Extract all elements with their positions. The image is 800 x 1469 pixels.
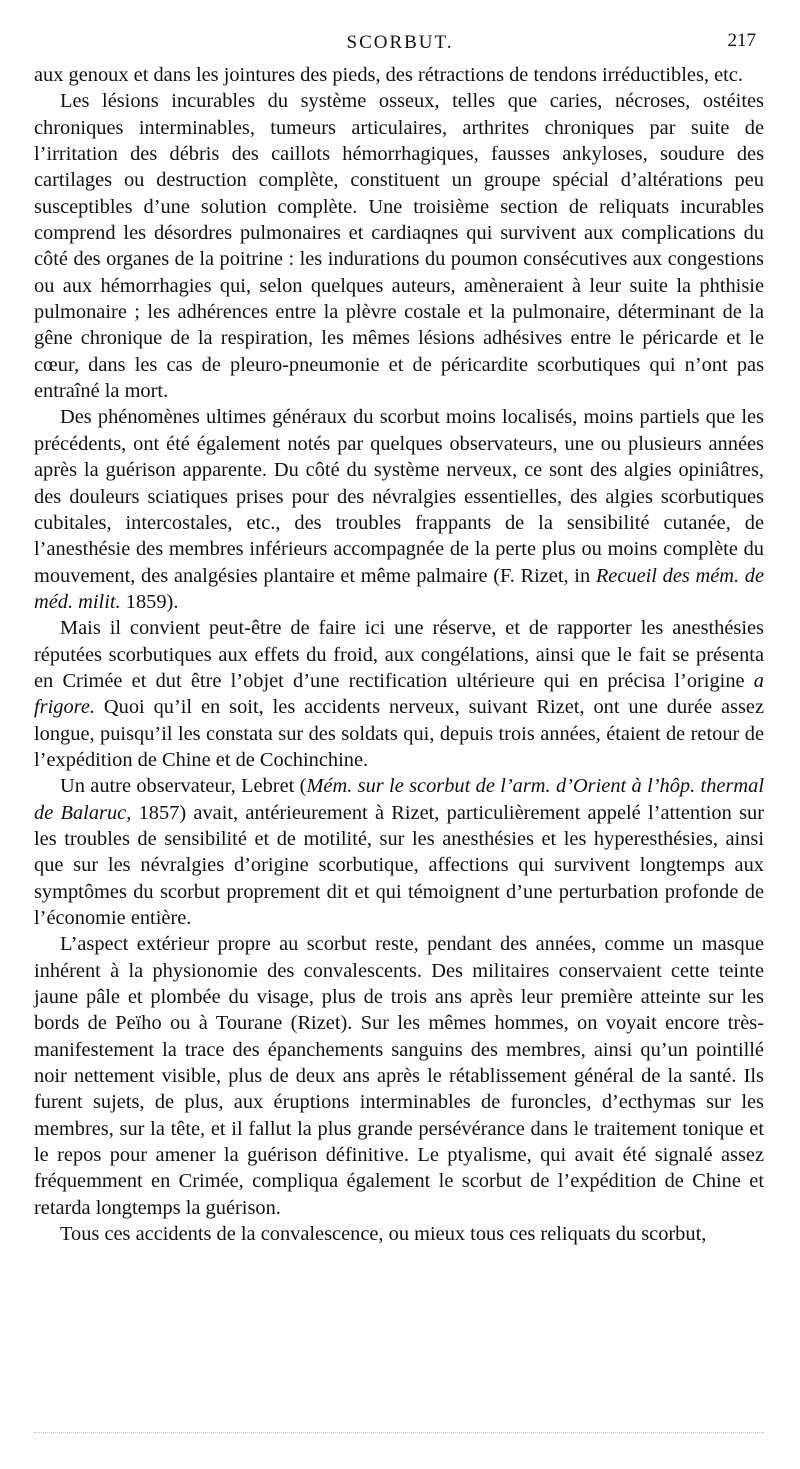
text-run: 1857) avait, antérieurement à Rizet, particulièrement appelé l’attention sur les troubles de sensibilité et de motilité, sur les anesthésies et les hyperesthésies, ainsi que sur les névralgies d’origine scorbutique, affections qui survivent longtemps aux symptômes du scorbut proprement dit et qui témoignent d’une perturbation profonde de l’économie entière. (34, 801, 764, 929)
paragraph-general-phenomena (34, 404, 764, 615)
paragraph-continuation (34, 62, 764, 88)
paragraph-cold-anesthesia (34, 615, 764, 773)
running-head (0, 28, 800, 58)
footer-dotted-rule (34, 1432, 764, 1433)
body-text (34, 62, 764, 1247)
running-title: SCORBUT. (346, 32, 454, 53)
italic-citation: Recueil des mém. de méd. milit. (34, 564, 764, 613)
text-run: Un autre observateur, Lebret ( (60, 775, 307, 798)
paragraph-lebret-observations (34, 773, 764, 931)
text-run: Mais il convient peut-être de faire ici une réserve, et de rapporter les anesthésies réputées scorbutiques aux effets du froid, aux congélations, ainsi que le fait se présenta en Crimée et dut être l’objet d’une rectification ultérieure qui en précisa l’origine (34, 617, 764, 692)
text-run: Les lésions incurables du système osseux, telles que caries, nécroses, ostéites chroniques interminables, tumeurs articulaires, arthrites chroniques par suite de l’irritation des débris des caillots hémorrhagiques, fausses ankyloses, soudure des cartilages ou destruction complète, constituent un groupe spécial d’altérations peu susceptibles d’une solution complète. Une troisième section de reliquats incurables comprend les désordres pulmonaires et cardiaqnes qui survivent aux complications du côté des organes de la poitrine : les indurations du poumon consécutives aux congestions ou aux hémorrhagies qui, selon quelques auteurs, amèneraient à leur suite la phthisie pulmonaire ; les adhérences entre la plèvre costale et la pulmonaire, déterminant de la gêne chronique de la respiration, les mêmes lésions adhésives entre le péricarde et le cœur, dans les cas de pleuro-pneumonie et de péricardite scorbutiques qui n’ont pas entraîné la mort. (34, 90, 764, 403)
text-run: Des phénomènes ultimes généraux du scorbut moins localisés, moins partiels que les précédents, ont été également notés par quelques observateurs, une ou plusieurs années après la guérison apparente. Du côté du système nerveux, ce sont des algies opiniâtres, des douleurs sciatiques prises pour des névralgies essentielles, des algies scorbutiques cubitales, intercostales, etc., des troubles frappants de la sensibilité cutanée, de l’anesthésie des membres inférieurs accompagnée de la perte plus ou moins complète du mouvement, des analgésies plantaire et même palmaire (F. Rizet, in (34, 406, 764, 587)
page-number: 217 (727, 30, 756, 51)
text-run: 1859). (120, 590, 179, 613)
paragraph-exterior-aspect (34, 931, 764, 1221)
text-run: Quoi qu’il en soit, les accidents nerveux, suivant Rizet, ont une durée assez longue, puisqu’il les constata sur des soldats qui, depuis trois années, étaient de retour de l’expédition de Chine et de Cochinchine. (34, 696, 764, 771)
text-run: Tous ces accidents de la convalescence, ou mieux tous ces reliquats du scorbut, (60, 1223, 707, 1246)
text-run: L’aspect extérieur propre au scorbut reste, pendant des années, comme un masque inhérent à la physionomie des convalescents. Des militaires conservaient cette teinte jaune pâle et plombée du visage, plus de trois ans après leur première atteinte sur les bords de Peïho ou à Tourane (Rizet). Sur les mêmes hommes, on voyait encore très-manifestement la trace des épanchements sanguins des membres, ainsi qu’un pointillé noir nettement visible, plus de deux ans après le rétablissement général de la santé. Ils furent sujets, de plus, aux éruptions interminables de furoncles, d’ecthymas sur les membres, sur la tête, et il fallut la plus grande persévérance dans le traitement tonique et le repos pour amener la guérison définitive. Le ptyalisme, qui avait été signalé assez fréquemment en Crimée, compliqua également le scorbut de l’expédition de Chine et retarda longtemps la guérison. (34, 933, 764, 1219)
italic-citation: a frigore. (34, 669, 764, 719)
paragraph-convalescence (34, 1221, 764, 1247)
text-run: aux genoux et dans les jointures des pieds, des rétractions de tendons irréductibles, etc. (34, 64, 743, 86)
paragraph-incurable-lesions (34, 88, 764, 404)
italic-citation: Mém. sur le scorbut de l’arm. d’Orient à l’hôp. thermal de Balaruc, (34, 775, 764, 824)
